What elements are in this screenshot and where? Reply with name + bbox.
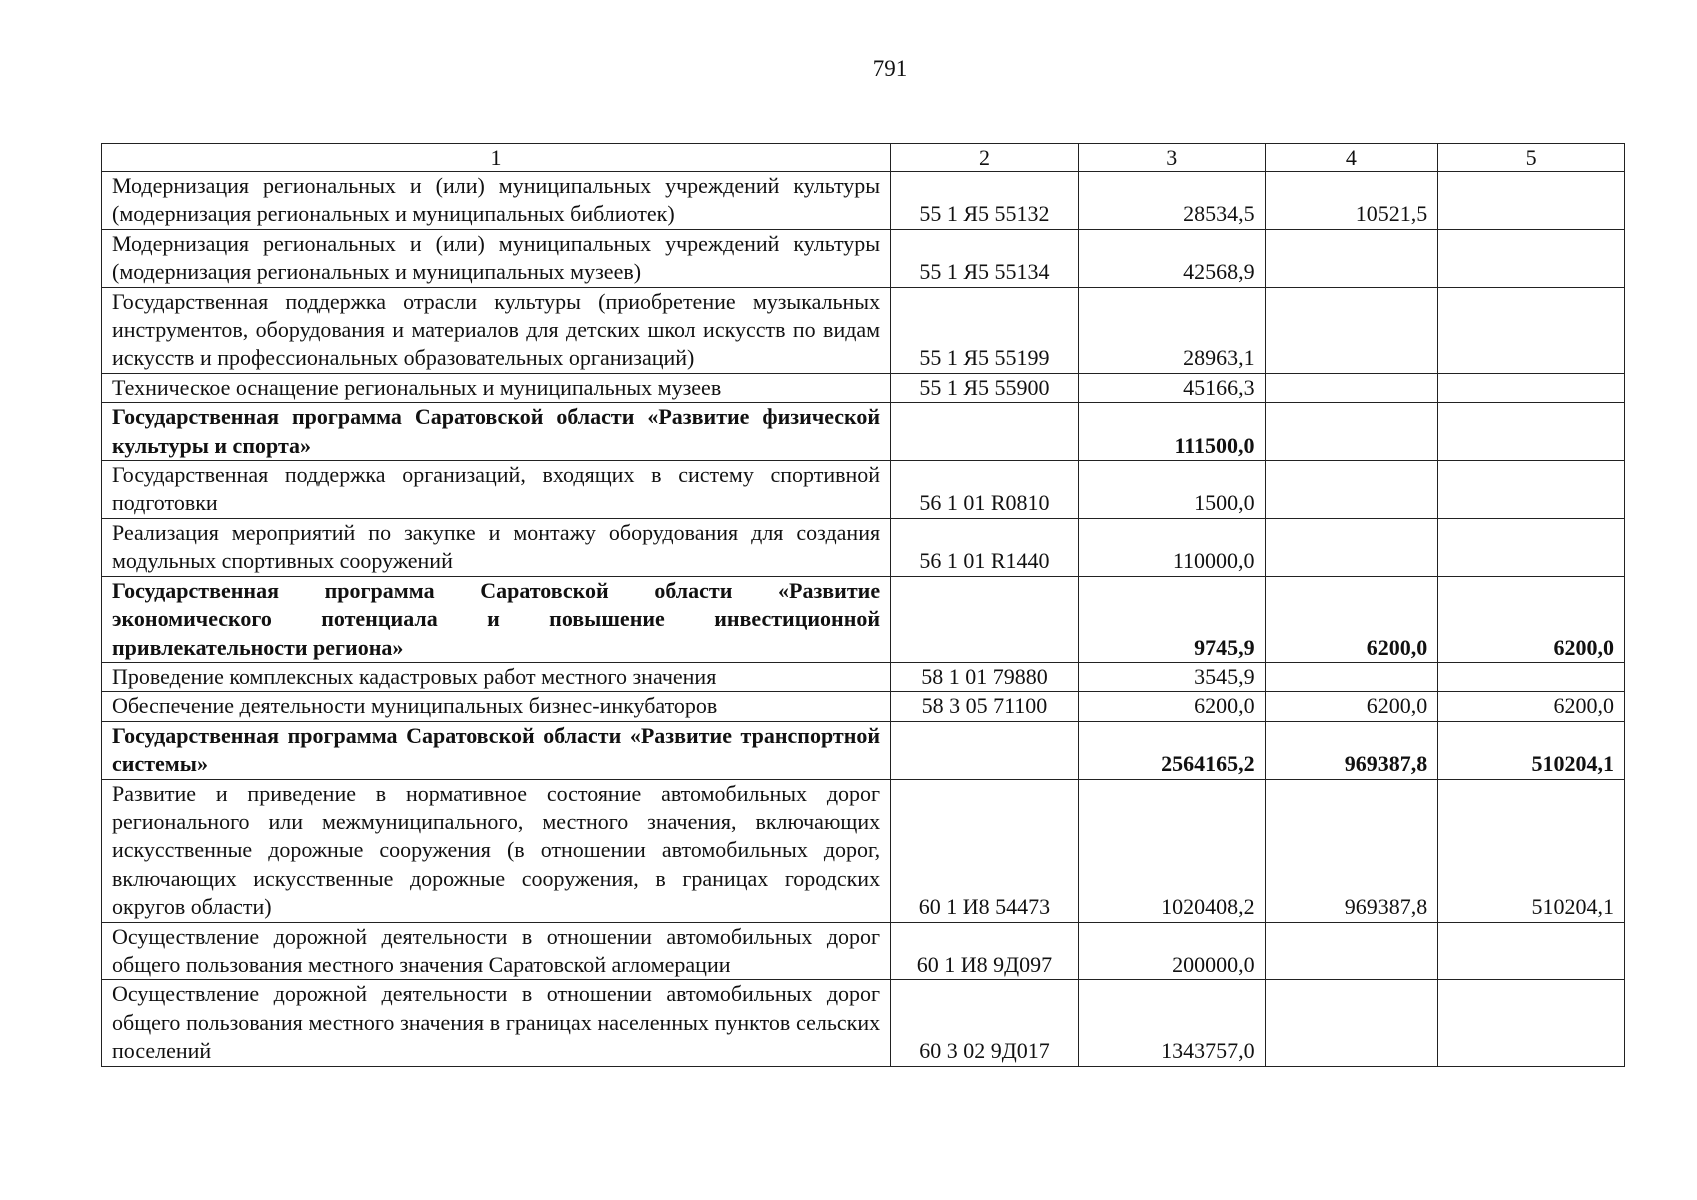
table-header-row [102, 144, 1625, 172]
row-name-cell: Осуществление дорожной деятельности в отношении автомобильных дорог общего пользования местного значения в границах населенных пунктов сельских поселений [102, 980, 891, 1066]
row-code-cell: 55 1 Я5 55134 [891, 229, 1079, 287]
table-row [102, 461, 1625, 519]
row-name-cell: Государственная программа Саратовской области «Развитие экономического потенциала и повышение инвестиционной привлекательности региона» [102, 576, 891, 662]
row-value-col4: 6200,0 [1265, 692, 1438, 721]
row-value-col5 [1438, 172, 1625, 230]
row-value-col5: 6200,0 [1438, 576, 1625, 662]
row-value-col3: 28534,5 [1078, 172, 1265, 230]
row-name-cell: Государственная поддержка отрасли культуры (приобретение музыкальных инструментов, оборудования и материалов для детских школ искусств по видам искусств и профессиональных образовательных организаций) [102, 287, 891, 373]
row-value-col4 [1265, 518, 1438, 576]
row-value-col5 [1438, 922, 1625, 980]
row-name-cell: Модернизация региональных и (или) муниципальных учреждений культуры (модернизация региональных и муниципальных музеев) [102, 229, 891, 287]
table-row [102, 980, 1625, 1066]
row-name-cell: Осуществление дорожной деятельности в отношении автомобильных дорог общего пользования местного значения Саратовской агломерации [102, 922, 891, 980]
row-value-col4: 969387,8 [1265, 779, 1438, 922]
row-code-cell: 60 1 И8 9Д097 [891, 922, 1079, 980]
row-value-col3: 28963,1 [1078, 287, 1265, 373]
row-value-col3: 1500,0 [1078, 461, 1265, 519]
row-value-col4 [1265, 662, 1438, 691]
row-value-col3: 9745,9 [1078, 576, 1265, 662]
row-value-col5 [1438, 373, 1625, 402]
row-code-cell: 55 1 Я5 55900 [891, 373, 1079, 402]
table-row [102, 922, 1625, 980]
row-value-col3: 110000,0 [1078, 518, 1265, 576]
row-name-cell: Государственная поддержка организаций, входящих в систему спортивной подготовки [102, 461, 891, 519]
row-value-col5 [1438, 287, 1625, 373]
table-row [102, 172, 1625, 230]
row-value-col5: 6200,0 [1438, 692, 1625, 721]
row-value-col3: 111500,0 [1078, 403, 1265, 461]
row-name-cell: Обеспечение деятельности муниципальных бизнес-инкубаторов [102, 692, 891, 721]
table-row [102, 403, 1625, 461]
column-header-1: 1 [102, 144, 891, 172]
row-value-col4 [1265, 287, 1438, 373]
row-code-cell [891, 403, 1079, 461]
table-row [102, 576, 1625, 662]
row-value-col3: 42568,9 [1078, 229, 1265, 287]
table-row [102, 518, 1625, 576]
row-value-col4 [1265, 373, 1438, 402]
row-value-col5 [1438, 980, 1625, 1066]
table-row [102, 692, 1625, 721]
table-row [102, 779, 1625, 922]
row-code-cell [891, 721, 1079, 779]
row-name-cell: Государственная программа Саратовской области «Развитие транспортной системы» [102, 721, 891, 779]
row-value-col4 [1265, 403, 1438, 461]
column-header-3: 3 [1078, 144, 1265, 172]
row-value-col5 [1438, 403, 1625, 461]
row-code-cell: 56 1 01 R1440 [891, 518, 1079, 576]
row-code-cell: 60 3 02 9Д017 [891, 980, 1079, 1066]
row-code-cell: 55 1 Я5 55132 [891, 172, 1079, 230]
table-row [102, 662, 1625, 691]
row-code-cell: 58 1 01 79880 [891, 662, 1079, 691]
row-code-cell: 58 3 05 71100 [891, 692, 1079, 721]
row-name-cell: Государственная программа Саратовской области «Развитие физической культуры и спорта» [102, 403, 891, 461]
row-value-col5: 510204,1 [1438, 779, 1625, 922]
row-value-col4 [1265, 461, 1438, 519]
row-value-col3: 6200,0 [1078, 692, 1265, 721]
row-value-col5 [1438, 518, 1625, 576]
row-name-cell: Проведение комплексных кадастровых работ местного значения [102, 662, 891, 691]
table-row [102, 229, 1625, 287]
row-code-cell: 55 1 Я5 55199 [891, 287, 1079, 373]
table-row [102, 287, 1625, 373]
row-value-col5: 510204,1 [1438, 721, 1625, 779]
row-value-col4: 969387,8 [1265, 721, 1438, 779]
row-value-col3: 45166,3 [1078, 373, 1265, 402]
table-row [102, 373, 1625, 402]
row-value-col5 [1438, 229, 1625, 287]
row-code-cell: 56 1 01 R0810 [891, 461, 1079, 519]
row-value-col5 [1438, 461, 1625, 519]
row-value-col4 [1265, 922, 1438, 980]
row-name-cell: Развитие и приведение в нормативное состояние автомобильных дорог регионального или межмуниципального, местного значения, включающих искусственные дорожные сооружения (в отношении автомобильных дорог, включающих искусственные дорожные сооружения, в границах городских округов области) [102, 779, 891, 922]
page-number: 791 [872, 56, 908, 81]
row-name-cell: Реализация мероприятий по закупке и монтажу оборудования для создания модульных спортивных сооружений [102, 518, 891, 576]
row-value-col3: 1343757,0 [1078, 980, 1265, 1066]
row-value-col3: 200000,0 [1078, 922, 1265, 980]
row-value-col3: 2564165,2 [1078, 721, 1265, 779]
row-value-col4: 6200,0 [1265, 576, 1438, 662]
row-code-cell: 60 1 И8 54473 [891, 779, 1079, 922]
column-header-4: 4 [1265, 144, 1438, 172]
row-value-col5 [1438, 662, 1625, 691]
column-header-2: 2 [891, 144, 1079, 172]
row-value-col4 [1265, 980, 1438, 1066]
row-value-col4: 10521,5 [1265, 172, 1438, 230]
table-body [102, 172, 1625, 1067]
column-header-5: 5 [1438, 144, 1625, 172]
row-value-col3: 3545,9 [1078, 662, 1265, 691]
budget-table [101, 143, 1625, 1067]
row-value-col3: 1020408,2 [1078, 779, 1265, 922]
row-name-cell: Модернизация региональных и (или) муниципальных учреждений культуры (модернизация региональных и муниципальных библиотек) [102, 172, 891, 230]
row-value-col4 [1265, 229, 1438, 287]
table-row [102, 721, 1625, 779]
row-name-cell: Техническое оснащение региональных и муниципальных музеев [102, 373, 891, 402]
row-code-cell [891, 576, 1079, 662]
